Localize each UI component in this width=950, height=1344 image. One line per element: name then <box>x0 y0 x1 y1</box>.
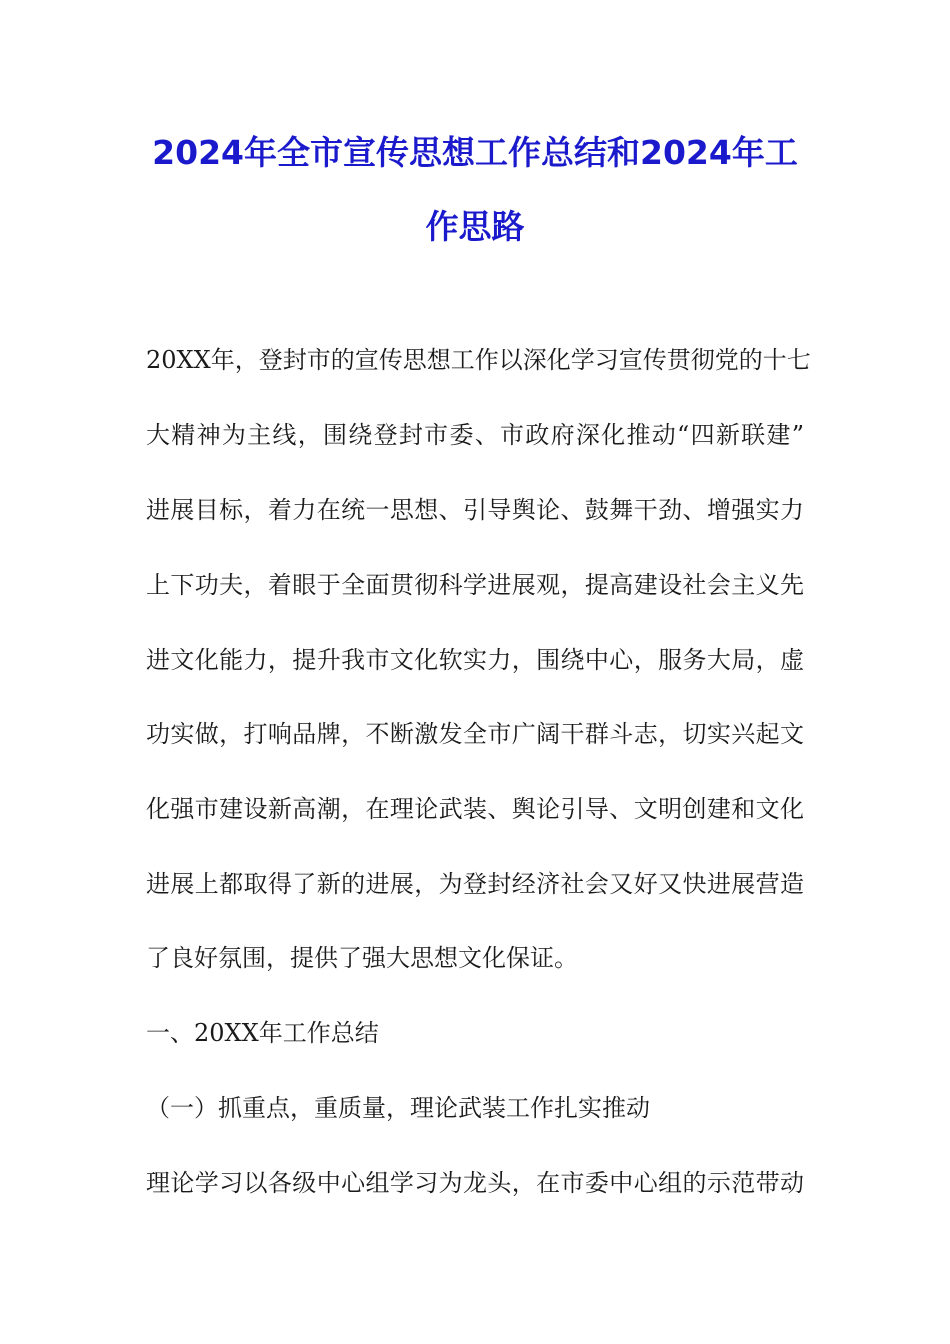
paragraph-1-line-9: 了良好氛围，提供了强大思想文化保证。 <box>146 944 578 972</box>
paragraph-1-line-2: 大精神为主线，围绕登封市委、市政府深化推动“四新联建” <box>146 421 804 449</box>
paragraph-2-line-1: 理论学习以各级中心组学习为龙头，在市委中心组的示范带动 <box>146 1169 804 1197</box>
subsection-heading: （一）抓重点，重质量，理论武装工作扎实推动 <box>146 1094 650 1122</box>
paragraph-1-line-4: 上下功夫，着眼于全面贯彻科学进展观，提高建设社会主义先 <box>146 571 804 599</box>
paragraph-1-line-1: 20XX年，登封市的宣传思想工作以深化学习宣传贯彻党的十七 <box>146 346 811 374</box>
section-heading: 一、20XX年工作总结 <box>146 1019 379 1047</box>
paragraph-1-line-8: 进展上都取得了新的进展，为登封经济社会又好又快进展营造 <box>146 870 804 898</box>
paragraph-1-line-6: 功实做，打响品牌，不断激发全市广阔干群斗志，切实兴起文 <box>146 720 804 748</box>
paragraph-1-line-7: 化强市建设新高潮，在理论武装、舆论引导、文明创建和文化 <box>146 795 804 823</box>
document-title-line-1: 2024年全市宣传思想工作总结和2024年工 <box>152 133 798 172</box>
paragraph-1-line-3: 进展目标，着力在统一思想、引导舆论、鼓舞干劲、增强实力 <box>146 496 804 524</box>
paragraph-1-line-5: 进文化能力，提升我市文化软实力，围绕中心，服务大局，虚 <box>146 646 804 674</box>
document-title-line-2: 作思路 <box>425 207 525 246</box>
